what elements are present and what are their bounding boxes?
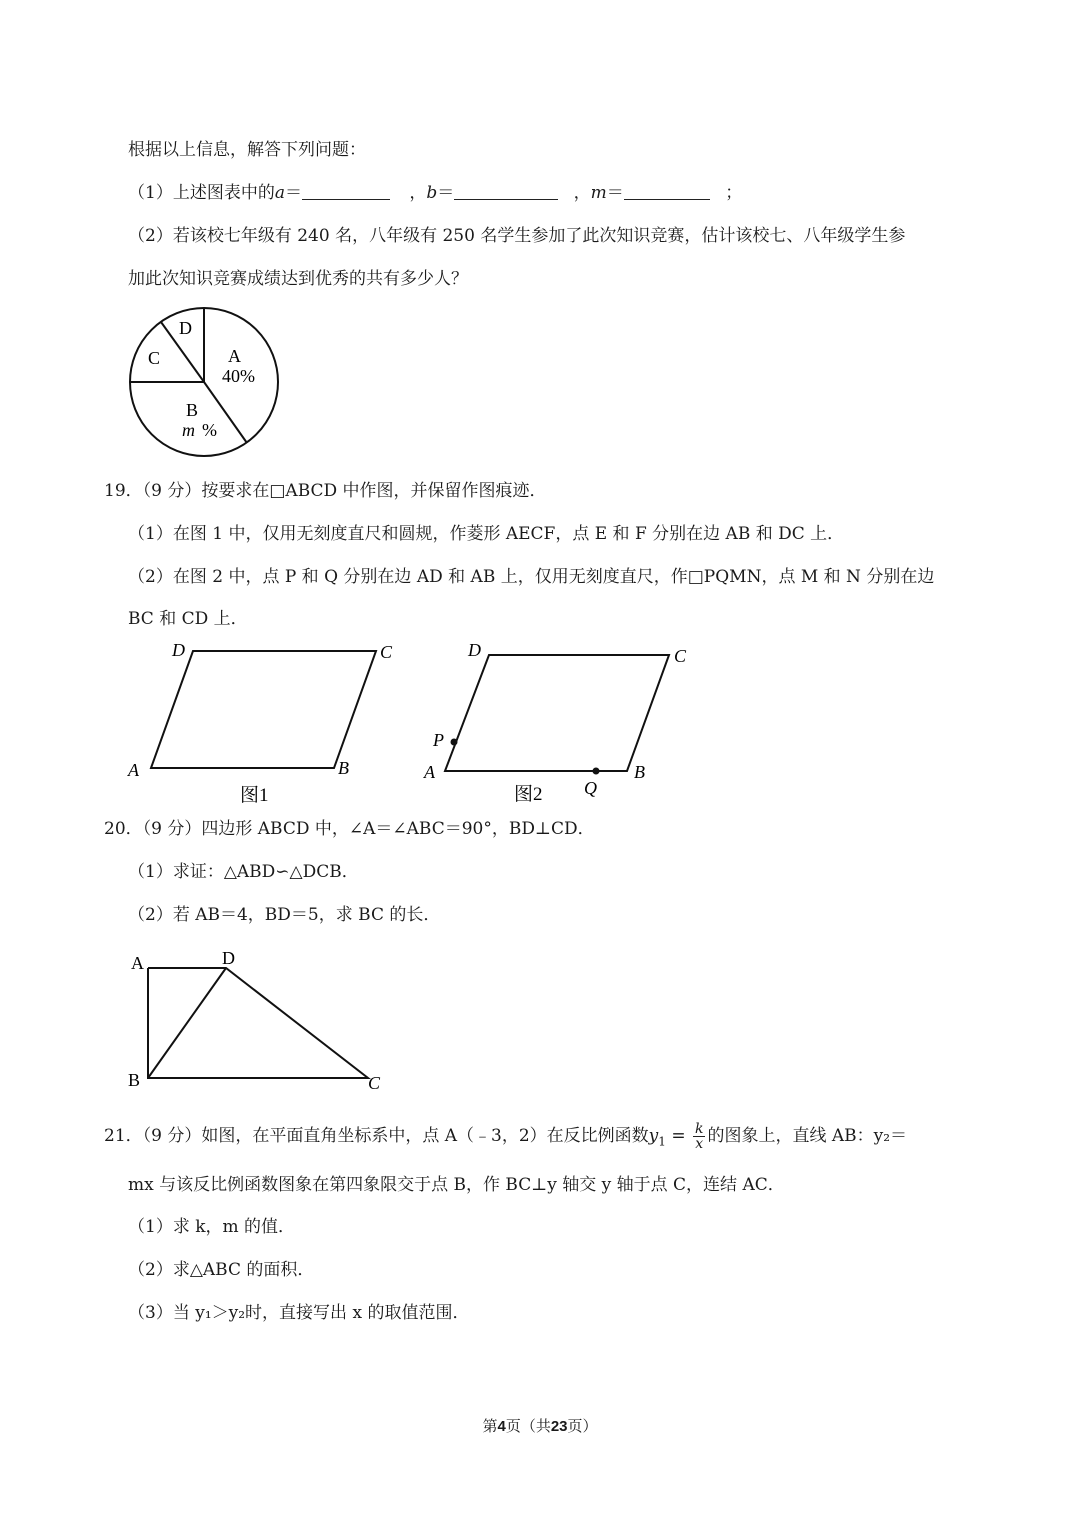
footer-prefix: 第 (482, 1417, 498, 1435)
q18-part2-line2: 加此次知识竞赛成绩达到优秀的共有多少人？ (128, 269, 468, 289)
footer-page-number: 4 (497, 1418, 506, 1435)
fig2-label-p: P (433, 730, 444, 750)
q21-heading-a: 21．（9 分）如图，在平面直角坐标系中，点 A（﹣3，2）在反比例函数 (104, 1126, 649, 1146)
equals-sign: ＝ (437, 183, 455, 203)
pie-figure (124, 306, 286, 462)
q20-part2: （2）若 AB＝4，BD＝5，求 BC 的长． (128, 905, 441, 925)
q20-label-d: D (222, 948, 235, 968)
q20-part1: （1）求证：△ABD∽△DCB． (128, 862, 359, 882)
fig2-label-d: D (468, 640, 481, 660)
blank-m[interactable] (624, 181, 710, 200)
equals-sign: ＝ (606, 183, 624, 203)
q20-label-b: B (128, 1070, 141, 1090)
equals-sign: ＝ (284, 183, 302, 203)
fig1-caption: 图1 (240, 785, 269, 806)
fig2-point-q (593, 768, 600, 775)
pie-label-c: C (148, 348, 161, 368)
func-y: y (648, 1126, 659, 1146)
fig2-caption: 图2 (514, 784, 543, 805)
pie-pct-a: 40% (222, 366, 255, 386)
blank-b[interactable] (454, 181, 558, 200)
q21-part1: （1）求 k，m 的值． (128, 1217, 296, 1237)
q19-part2-line2: BC 和 CD 上． (128, 609, 248, 629)
parallelogram-figure-1 (124, 636, 414, 812)
func-eq: = (665, 1126, 691, 1146)
quadrilateral-figure (124, 946, 390, 1094)
pie-pct-b-var: m (182, 420, 195, 440)
fig2-label-b: B (634, 762, 645, 782)
pie-label-b: B (186, 400, 199, 420)
q18-part1 (128, 181, 742, 205)
footer-mid: 页（共 (505, 1417, 551, 1435)
fig2-label-c: C (674, 646, 687, 666)
q20-heading: 20．（9 分）四边形 ABCD 中，∠A＝∠ABC＝90°，BD⊥CD． (104, 819, 595, 839)
q21-heading-b: 的图象上，直线 AB：y₂＝ (707, 1126, 908, 1146)
intro-text: 根据以上信息，解答下列问题： (128, 140, 366, 160)
pie-pct-b-sign: % (202, 420, 217, 440)
comma: ， (409, 183, 427, 203)
fig1-label-b: B (338, 758, 349, 778)
q21-heading (104, 1122, 907, 1153)
q20-label-c: C (368, 1073, 381, 1093)
parallelogram-figure-2 (420, 636, 700, 805)
q18-part1-prefix: （1）上述图表中的 (128, 183, 275, 203)
footer-suffix: 页） (567, 1417, 598, 1435)
q21-line2: mx 与该反比例函数图象在第四象限交于点 B，作 BC⊥y 轴交 y 轴于点 C，连结 AC． (128, 1175, 785, 1195)
comma: ， (573, 183, 591, 203)
q19-part1: （1）在图 1 中，仅用无刻度直尺和圆规，作菱形 AECF，点 E 和 F 分别在边 AB 和 DC 上． (128, 524, 845, 544)
fig1-label-d: D (172, 640, 185, 660)
q19-heading: 19．（9 分）按要求在□ABCD 中作图，并保留作图痕迹． (104, 481, 547, 501)
fig1-label-a: A (128, 760, 139, 780)
q21-part2: （2）求△ABC 的面积． (128, 1260, 315, 1280)
frac-denominator: x (695, 1136, 704, 1152)
q21-part3: （3）当 y₁＞y₂时，直接写出 x 的取值范围． (128, 1303, 470, 1323)
footer-total-pages: 23 (550, 1418, 568, 1435)
fig2-label-a: A (424, 762, 435, 782)
page-footer (0, 1415, 1080, 1436)
q18-part2-line1: （2）若该校七年级有 240 名，八年级有 250 名学生参加了此次知识竞赛，估计该校七、八年级学生参 (128, 226, 906, 246)
blank-a[interactable] (302, 181, 390, 200)
func-sub: 1 (658, 1134, 666, 1149)
fig1-label-c: C (380, 642, 393, 662)
pie-label-a: A (228, 346, 241, 366)
var-b: b (426, 183, 438, 203)
fraction-k-over-x (693, 1122, 705, 1151)
var-a: a (274, 183, 285, 203)
fig2-point-p (451, 739, 458, 746)
frac-numerator: k (694, 1121, 704, 1137)
q19-part2-line1: （2）在图 2 中，点 P 和 Q 分别在边 AD 和 AB 上，仅用无刻度直尺，作□PQMN，点 M 和 N 分别在边 (128, 567, 935, 587)
pie-label-d: D (179, 318, 192, 338)
semicolon: ； (725, 183, 743, 203)
q20-label-a: A (131, 953, 144, 973)
var-m: m (590, 183, 607, 203)
fig2-label-q: Q (584, 778, 597, 798)
